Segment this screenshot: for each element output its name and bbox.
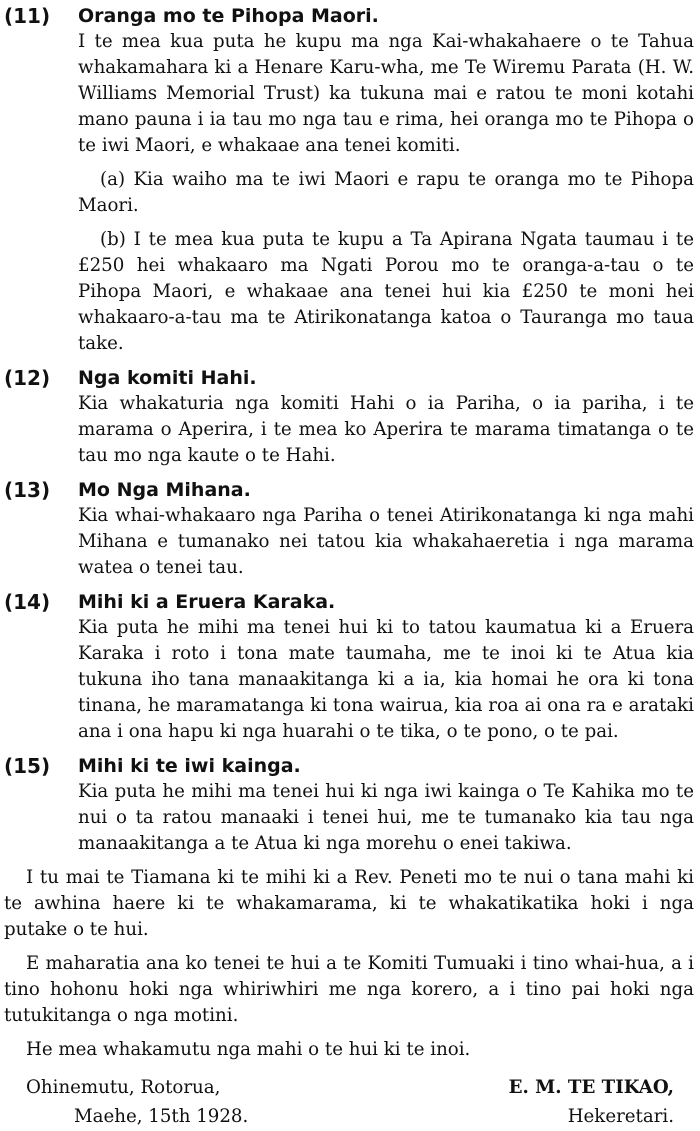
signature-block bbox=[4, 1073, 694, 1131]
closing-paragraph: He mea whakamutu nga mahi o te hui ki te inoi. bbox=[26, 1039, 471, 1060]
section-12 bbox=[4, 365, 694, 469]
section-15 bbox=[4, 753, 694, 857]
section-14 bbox=[4, 589, 694, 745]
section-11 bbox=[4, 3, 694, 357]
section-heading: Mihi ki te iwi kainga. bbox=[78, 755, 301, 777]
section-paragraph: I te mea kua puta he kupu ma nga Kai-whakahaere o te Tahua whakamahara ki a Henare Karu-wha, me Te Wiremu Parata (H. W. Williams Memorial Trust) ka tukuna mai e ratou te moni kotahi mano pauna i ia tau mo nga tau e rima, hei oranga mo te Pihopa o te iwi Maori, e whakaae ana tenei komiti. bbox=[78, 31, 694, 156]
section-heading: Mihi ki a Eruera Karaka. bbox=[78, 591, 336, 613]
section-subparagraph-a: (a) Kia waiho ma te iwi Maori e rapu te oranga mo te Pihopa Maori. bbox=[78, 169, 694, 216]
section-subparagraph-b: (b) I te mea kua puta te kupu a Ta Apirana Ngata taumau i te £250 hei whakaaro ma Ngati Porou mo te oranga-a-tau o te Pihopa Maori, e whakaae ana tenei hui kia £250 te moni hei whakaaro-a-tau ma te Atirikonatanga katoa o Tauranga mo taua take. bbox=[78, 229, 694, 354]
signature-name: E. M. TE TIKAO, bbox=[508, 1077, 674, 1098]
section-paragraph: Kia puta he mihi ma tenei hui ki to tatou kaumatua ki a Eruera Karaka i roto i tona mate taumaha, me te inoi ki te Atua kia tukuna iho tana manaakitanga ki a ia, kia homai he ora ki tona tinana, he maramatanga ki tona wairua, kia roa ai ona ra e arataki ana i ona hapu ki nga huarahi o te tika, o te pono, o te pai. bbox=[78, 617, 694, 742]
section-number: (12) bbox=[4, 366, 51, 390]
closing-paragraph: E maharatia ana ko tenei te hui a te Komiti Tumuaki i tino whai-hua, a i tino hohonu hoki nga whiriwhiri me nga korero, a i tino pai hoki nga tutukitanga o nga motini. bbox=[4, 953, 694, 1026]
section-paragraph: Kia whai-whakaaro nga Pariha o tenei Atirikonatanga ki nga mahi Mihana e tumanako nei tatou kia whakahaeretia i nga marama watea o tenei tau. bbox=[78, 505, 694, 578]
section-heading: Mo Nga Mihana. bbox=[78, 479, 251, 501]
section-number: (15) bbox=[4, 754, 51, 778]
section-heading: Oranga mo te Pihopa Maori. bbox=[78, 5, 379, 27]
section-number: (13) bbox=[4, 478, 51, 502]
section-13 bbox=[4, 477, 694, 581]
section-paragraph: Kia puta he mihi ma tenei hui ki nga iwi kainga o Te Kahika mo te nui o ta ratou manaaki i tenei hui, me te tumanako kia tau nga manaakitanga a te Atua ki nga morehu o enei takiwa. bbox=[78, 781, 694, 854]
signature-date: Maehe, 15th 1928. bbox=[74, 1106, 249, 1127]
section-number: (14) bbox=[4, 590, 51, 614]
section-heading: Nga komiti Hahi. bbox=[78, 367, 257, 389]
signature-place: Ohinemutu, Rotorua, bbox=[26, 1077, 221, 1098]
closing-paragraph: I tu mai te Tiamana ki te mihi ki a Rev. Peneti mo te nui o tana mahi ki te awhina haere ki te whakamarama, ki te whakatikatika hoki i nga putake o te hui. bbox=[4, 867, 694, 940]
signature-title: Hekeretari. bbox=[567, 1106, 674, 1127]
section-number: (11) bbox=[4, 4, 51, 28]
section-paragraph: Kia whakaturia nga komiti Hahi o ia Pariha, o ia pariha, i te marama o Aperira, i te mea ko Aperira te marama timatanga o te tau mo nga kaute o te Hahi. bbox=[78, 393, 694, 466]
